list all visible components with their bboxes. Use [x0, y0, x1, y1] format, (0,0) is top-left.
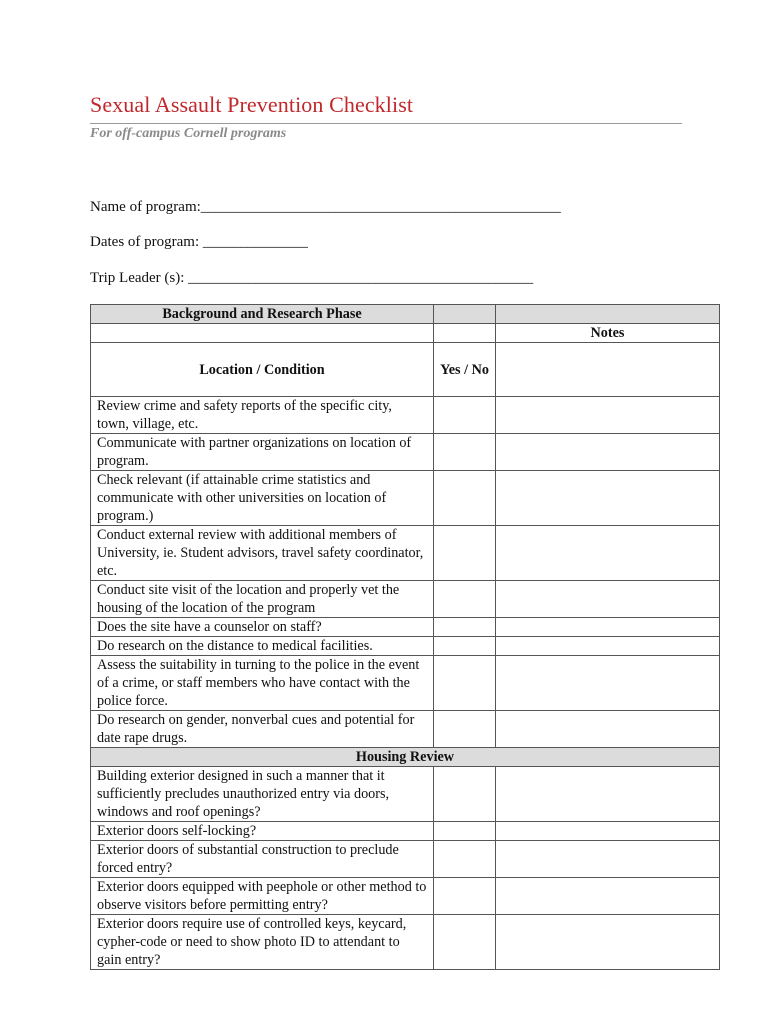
checklist-row: [91, 581, 720, 618]
checklist-table: [90, 304, 720, 970]
notes-cell[interactable]: [496, 397, 720, 434]
condition-text: Review crime and safety reports of the specific city, town, village, etc.: [91, 397, 434, 434]
condition-text: Conduct site visit of the location and properly vet the housing of the location of the program: [91, 581, 434, 618]
document-title: Sexual Assault Prevention Checklist: [90, 92, 414, 117]
yes-no-cell[interactable]: [434, 637, 496, 656]
notes-cell[interactable]: [496, 767, 720, 822]
condition-text: Do research on the distance to medical facilities.: [91, 637, 434, 656]
yes-no-cell[interactable]: [434, 581, 496, 618]
yes-no-cell[interactable]: [434, 878, 496, 915]
condition-text: Do research on gender, nonverbal cues and potential for date rape drugs.: [91, 711, 434, 748]
condition-text: Exterior doors of substantial construction to preclude forced entry?: [91, 841, 434, 878]
notes-cell[interactable]: [496, 434, 720, 471]
condition-text: Exterior doors self-locking?: [91, 822, 434, 841]
notes-cell[interactable]: [496, 471, 720, 526]
program-name-field[interactable]: Name of program:________________________________________________: [90, 199, 561, 215]
trip-leader-field[interactable]: Trip Leader (s): ______________________________________________: [90, 270, 534, 286]
checklist-row: [91, 767, 720, 822]
notes-cell[interactable]: [496, 618, 720, 637]
title-divider: [90, 123, 682, 124]
column-header-row: [91, 343, 720, 397]
yes-no-cell[interactable]: [434, 841, 496, 878]
condition-text: Building exterior designed in such a manner that it sufficiently precludes unauthorized entry via doors, windows and roof openings?: [91, 767, 434, 822]
notes-cell[interactable]: [496, 581, 720, 618]
checklist-row: [91, 637, 720, 656]
checklist-row: [91, 841, 720, 878]
background-section-row: [91, 305, 720, 324]
checklist-row: [91, 915, 720, 970]
yes-no-cell[interactable]: [434, 656, 496, 711]
housing-section-title: Housing Review: [91, 748, 720, 767]
yes-no-cell[interactable]: [434, 618, 496, 637]
notes-cell[interactable]: [496, 656, 720, 711]
condition-text: Assess the suitability in turning to the police in the event of a crime, or staff members who have contact with the police force.: [91, 656, 434, 711]
condition-text: Does the site have a counselor on staff?: [91, 618, 434, 637]
checklist-row: [91, 471, 720, 526]
location-condition-header: Location / Condition: [91, 343, 434, 397]
notes-header-row: [91, 324, 720, 343]
notes-cell[interactable]: [496, 526, 720, 581]
notes-cell[interactable]: [496, 841, 720, 878]
condition-text: Communicate with partner organizations on location of program.: [91, 434, 434, 471]
notes-cell[interactable]: [496, 915, 720, 970]
yes-no-cell[interactable]: [434, 822, 496, 841]
condition-text: Check relevant (if attainable crime statistics and communicate with other universities on location of program.): [91, 471, 434, 526]
checklist-row: [91, 822, 720, 841]
condition-text: Exterior doors equipped with peephole or other method to observe visitors before permitting entry?: [91, 878, 434, 915]
yes-no-cell[interactable]: [434, 526, 496, 581]
notes-cell[interactable]: [496, 711, 720, 748]
checklist-row: [91, 618, 720, 637]
yes-no-header: Yes / No: [434, 343, 496, 397]
yes-no-cell[interactable]: [434, 397, 496, 434]
notes-cell[interactable]: [496, 637, 720, 656]
housing-section-row: [91, 748, 720, 767]
notes-cell[interactable]: [496, 822, 720, 841]
yes-no-cell[interactable]: [434, 434, 496, 471]
checklist-row: [91, 656, 720, 711]
yes-no-cell[interactable]: [434, 711, 496, 748]
checklist-row: [91, 434, 720, 471]
notes-cell[interactable]: [496, 878, 720, 915]
program-dates-field[interactable]: Dates of program: ______________: [90, 234, 308, 250]
background-section-title: Background and Research Phase: [91, 305, 434, 324]
checklist-row: [91, 397, 720, 434]
notes-header: Notes: [496, 324, 720, 343]
condition-text: Conduct external review with additional members of University, ie. Student advisors, travel safety coordinator, etc.: [91, 526, 434, 581]
condition-text: Exterior doors require use of controlled keys, keycard, cypher-code or need to show photo ID to attendant to gain entry?: [91, 915, 434, 970]
yes-no-cell[interactable]: [434, 915, 496, 970]
yes-no-cell[interactable]: [434, 767, 496, 822]
yes-no-cell[interactable]: [434, 471, 496, 526]
document-subtitle: For off-campus Cornell programs: [90, 126, 287, 141]
checklist-row: [91, 878, 720, 915]
checklist-row: [91, 711, 720, 748]
checklist-row: [91, 526, 720, 581]
